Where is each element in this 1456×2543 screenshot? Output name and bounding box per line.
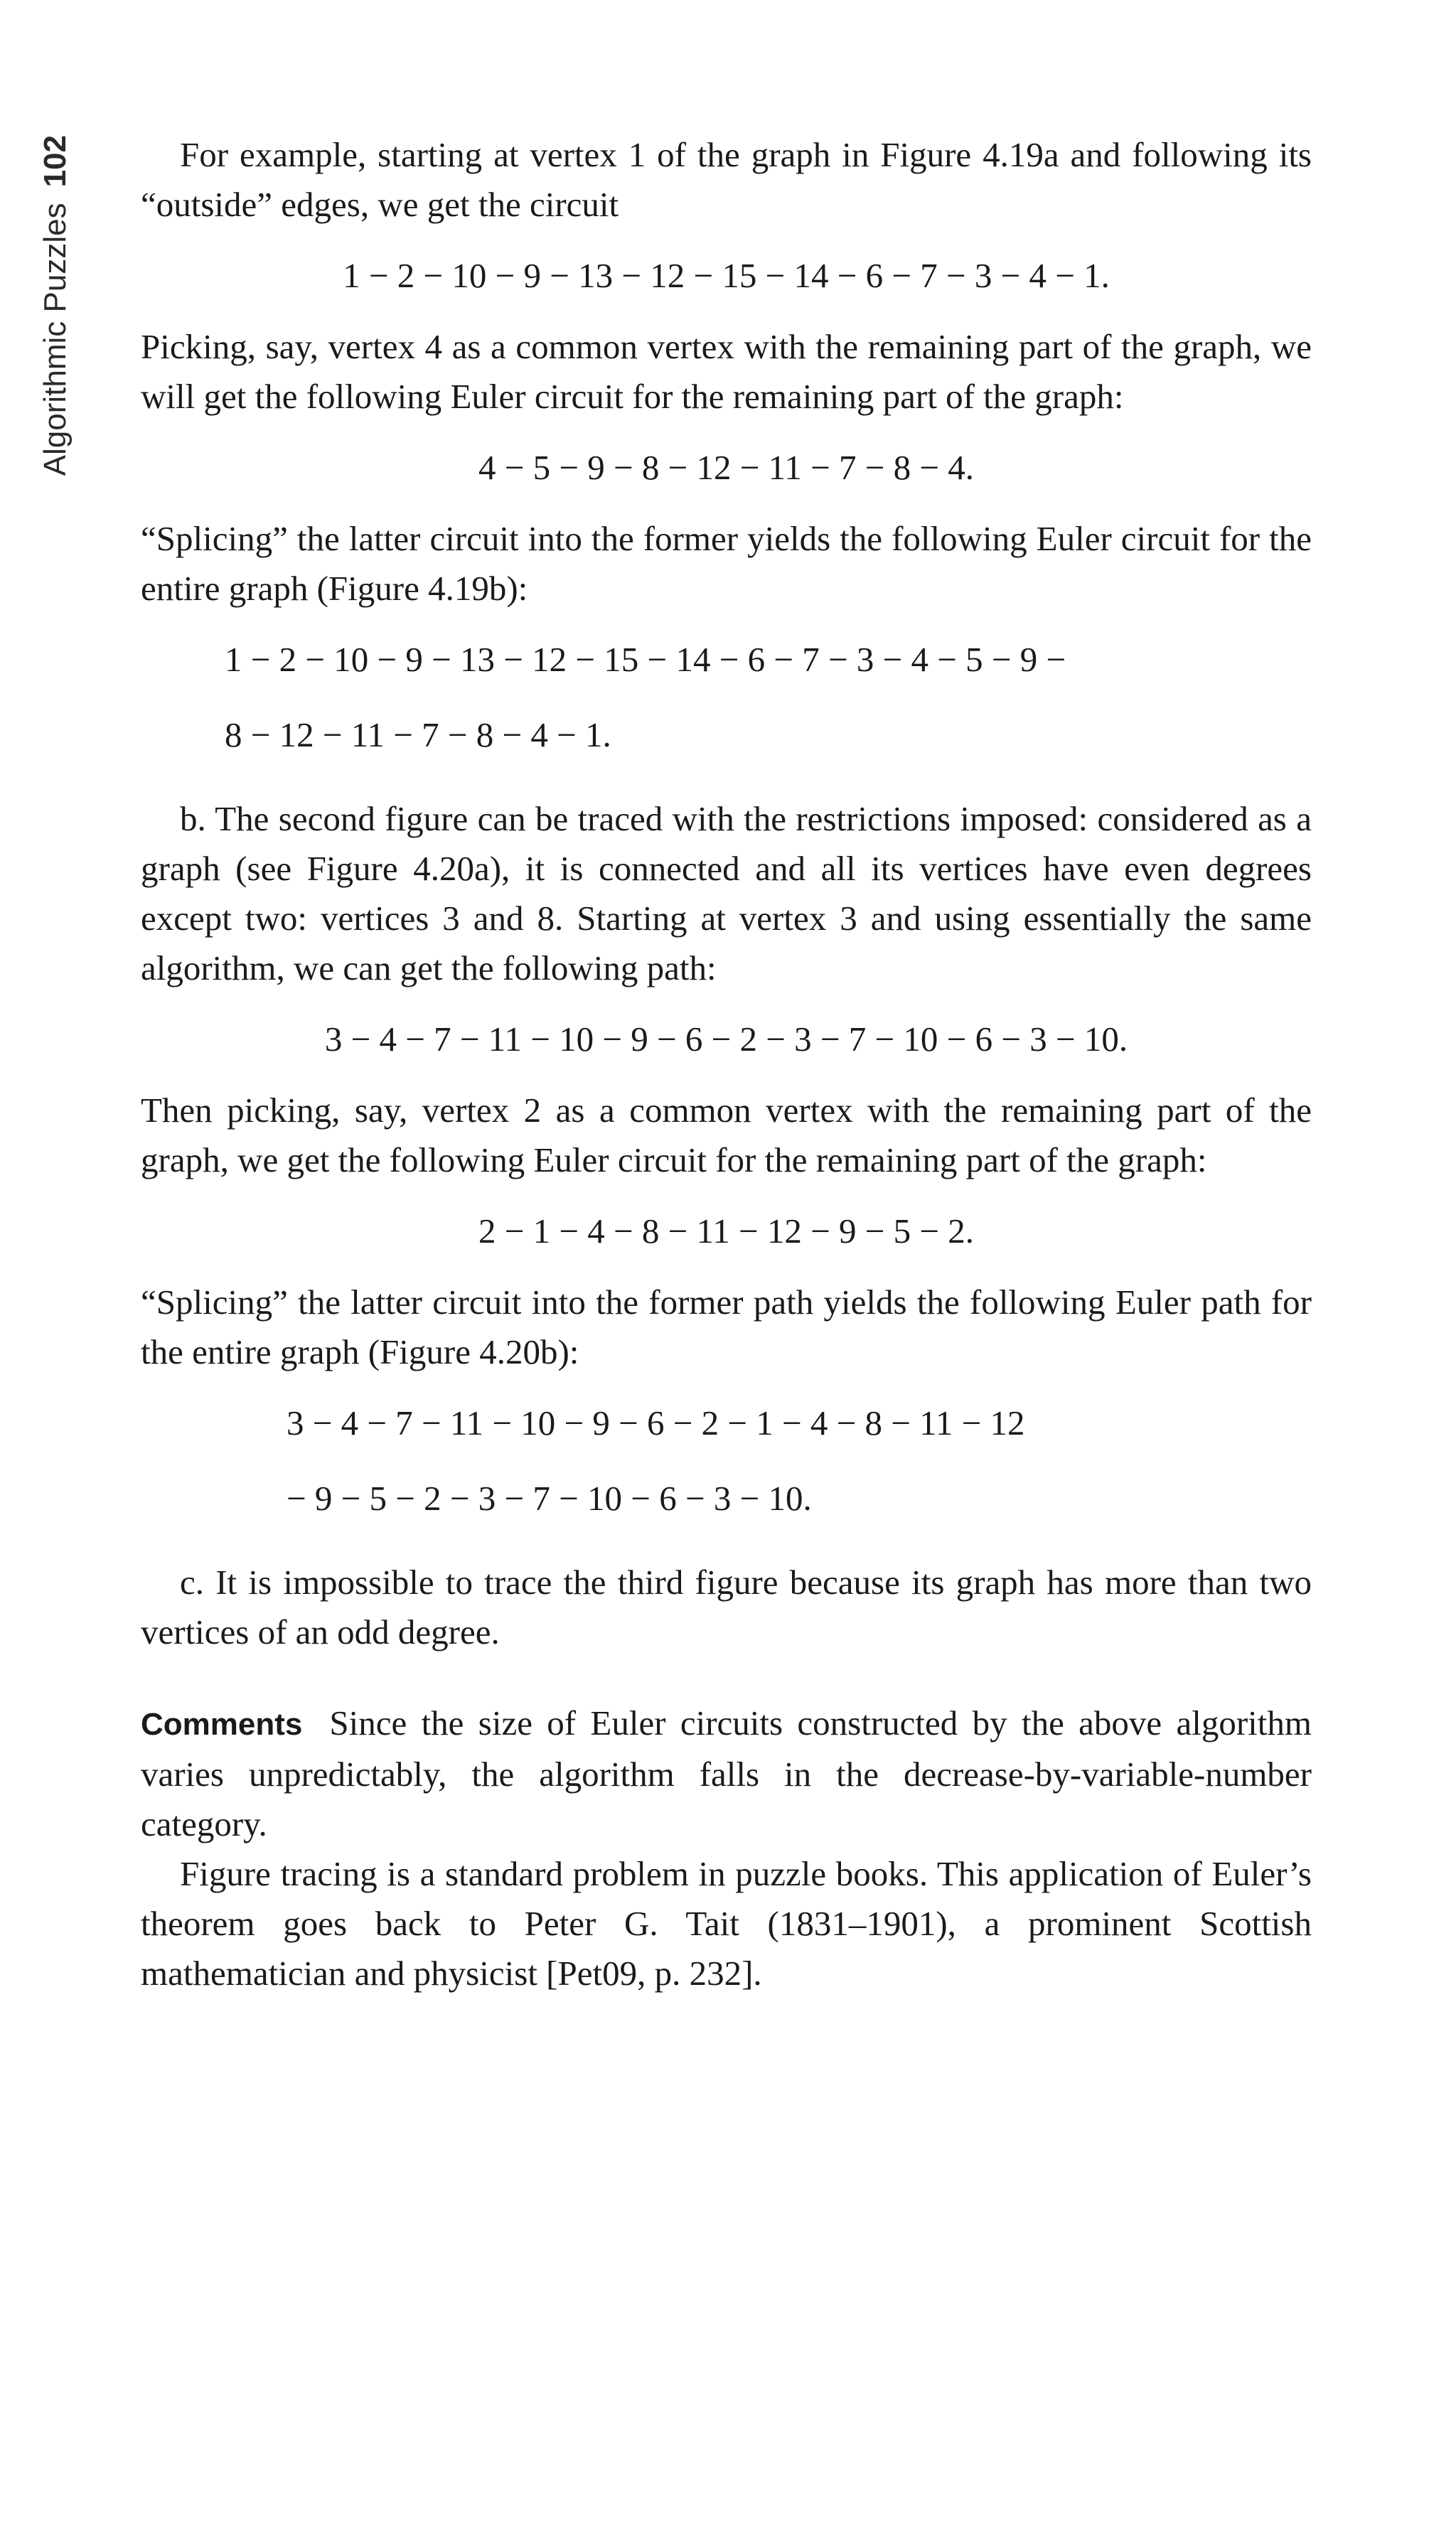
paragraph-third-figure: c. It is impossible to trace the third figure because its graph has more than two vertices of an odd degree.: [141, 1563, 1312, 1651]
equation-euler-path-line-2: − 9 − 5 − 2 − 3 − 7 − 10 − 6 − 3 − 10.: [287, 1479, 812, 1518]
paragraph-picking-vertex-2: Then picking, say, vertex 2 as a common vertex with the remaining part of the graph, we get the following Euler circuit for the remaining part of the graph:: [141, 1091, 1312, 1179]
equation-euler-circuit-line-2: 8 − 12 − 11 − 7 − 8 − 4 − 1.: [225, 715, 611, 754]
comments-label: Comments: [141, 1707, 303, 1742]
paragraph-splicing-path: “Splicing” the latter circuit into the former path yields the following Euler path for the entire graph (Figure 4.20b):: [141, 1283, 1312, 1371]
paragraph-second-figure: b. The second figure can be traced with the restrictions imposed: considered as a graph (see Figure 4.20a), it is connected and all its vertices have even degrees except two: vertices 3 and 8. Starting at vertex 3 and using essentially the same algorithm, we can get the following path:: [141, 799, 1312, 987]
equation-path-from-vertex-3: 3 − 4 − 7 − 11 − 10 − 9 − 6 − 2 − 3 − 7 − 10 − 6 − 3 − 10.: [324, 1019, 1128, 1059]
paragraph-splicing-circuit: “Splicing” the latter circuit into the former yields the following Euler circuit for the entire graph (Figure 4.19b):: [141, 519, 1312, 608]
running-head: [34, 135, 77, 519]
running-head-title: Algorithmic Puzzles: [38, 203, 73, 476]
equation-euler-path-line-1: 3 − 4 − 7 − 11 − 10 − 9 − 6 − 2 − 1 − 4 − 8 − 11 − 12: [287, 1403, 1025, 1442]
equation-euler-circuit-line-1: 1 − 2 − 10 − 9 − 13 − 12 − 15 − 14 − 6 − 7 − 3 − 4 − 5 − 9 −: [225, 640, 1066, 679]
paragraph-figure-tracing: Figure tracing is a standard problem in puzzle books. This application of Euler’s theorem goes back to Peter G. Tait (1831–1901), a prominent Scottish mathematician and physicist [Pet09, p. 232].: [141, 1854, 1312, 1993]
page-body: [141, 130, 1312, 1998]
paragraph-comments: [141, 1698, 1312, 1849]
equation-remaining-circuit-2: 2 − 1 − 4 − 8 − 11 − 12 − 9 − 5 − 2.: [478, 1211, 974, 1251]
paragraph-example-intro: For example, starting at vertex 1 of the graph in Figure 4.19a and following its “outside” edges, we get the circuit: [141, 135, 1312, 224]
comments-text: Since the size of Euler circuits constructed by the above algorithm varies unpredictably, the algorithm falls in the decrease-by-variable-number category.: [141, 1703, 1312, 1843]
equation-remaining-circuit: 4 − 5 − 9 − 8 − 12 − 11 − 7 − 8 − 4.: [478, 448, 974, 487]
paragraph-picking-vertex-4: Picking, say, vertex 4 as a common vertex with the remaining part of the graph, we will get the following Euler circuit for the remaining part of the graph:: [141, 327, 1312, 416]
page-number: 102: [38, 135, 73, 188]
equation-outside-circuit: 1 − 2 − 10 − 9 − 13 − 12 − 15 − 14 − 6 − 7 − 3 − 4 − 1.: [343, 256, 1110, 295]
